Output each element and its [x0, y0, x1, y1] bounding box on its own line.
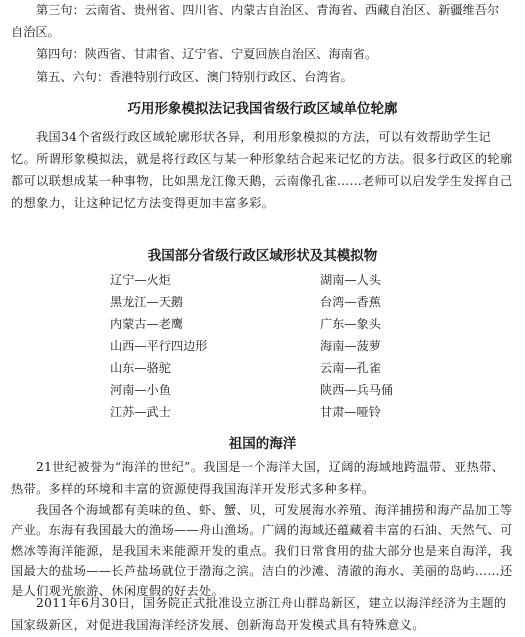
list-item: 江苏—武士 — [110, 405, 171, 419]
list-item: 台湾—香蕉 — [320, 295, 381, 309]
list-item: 甘肃—哑铃 — [320, 405, 381, 419]
list-item: 黑龙江—天鹅 — [110, 295, 184, 309]
list-item: 湖南—人头 — [320, 273, 381, 287]
ocean-paragraph-2: 我国各个海域都有美味的鱼、虾、蟹、贝，可发展海水养殖、海洋捕捞和海产品加工等产业。东海有我国最大的渔场——舟山渔场。广阔的海域还蕴藏着丰富的石油、天然气、可燃冰等海洋能源，是我国未来能源开发的重点。我们日常食用的盐大部分也是来自海洋，我国最大的盐场——长芦盐场就位于渤海之滨。洁白的沙滩、清澈的海水、美丽的岛屿……还是人们观光旅游、休闲度假的好去处。 — [11, 503, 513, 599]
section1-paragraph: 我国34个省级行政区域轮廓形状各异，利用形象模拟的方法，可以有效帮助学生记忆。所谓形象模拟法，就是将行政区与某一种形象结合起来记忆的方法。很多行政区的轮廓都可以联想成某一种事物，比如黑龙江像天鹅，云南像孔雀……老师可以启发学生发挥自己的想象力，让这种记忆方法变得更加丰富多彩。 — [11, 130, 513, 210]
list-item: 广东—象头 — [320, 317, 381, 331]
ocean-paragraph-3: 2011年6月30日，国务院正式批准设立浙江舟山群岛新区，建立以海洋经济为主题的国家级新区，对促进我国海洋经济发展、创新海岛开发模式具有特殊意义。 — [11, 596, 507, 632]
list-item: 陕西—兵马俑 — [320, 383, 394, 397]
list-item: 山东—骆驼 — [110, 361, 171, 375]
list-item: 内蒙古—老鹰 — [110, 317, 184, 331]
section-title-outline-memory: 巧用形象模拟法记我国省级行政区域单位轮廓 — [127, 101, 398, 117]
list-item: 辽宁—火炬 — [110, 273, 171, 287]
list-item: 海南—菠萝 — [320, 339, 381, 353]
section-title-province-shapes: 我国部分省级行政区域形状及其模拟物 — [147, 248, 378, 264]
ocean-paragraph-1: 21世纪被誉为“海洋的世纪”。我国是一个海洋大国，辽阔的海域地跨温带、亚热带、热带。多样的环境和丰富的资源使得我国海洋开发形式多种多样。 — [11, 460, 505, 496]
list-item: 云南—孔雀 — [320, 361, 381, 375]
intro-line-1: 第三句：云南省、贵州省、四川省、内蒙古自治区、青海省、西藏自治区、新疆维吾尔 — [36, 3, 500, 17]
list-item: 河南—小鱼 — [110, 383, 171, 397]
section-title-ocean: 祖国的海洋 — [228, 436, 297, 452]
list-item: 山西—平行四边形 — [110, 339, 208, 353]
intro-line-2: 自治区。 — [11, 25, 60, 39]
intro-line-3: 第四句：陕西省、甘肃省、辽宁省、宁夏回族自治区、海南省。 — [36, 47, 378, 61]
intro-line-4: 第五、六句：香港特别行政区、澳门特别行政区、台湾省。 — [36, 70, 353, 84]
